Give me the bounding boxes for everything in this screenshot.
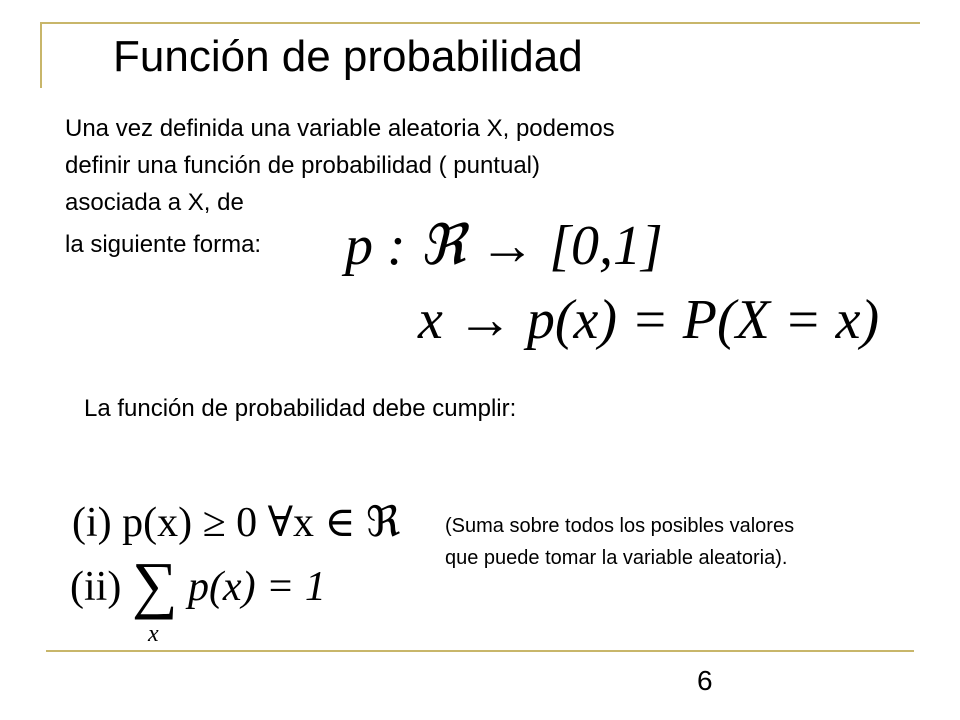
condition-nonnegative: (i) p(x) ≥ 0 ∀x ∈ ℜ [72,500,401,546]
top-accent-line [40,22,920,24]
condition-sum-expression: p(x) = 1 [187,564,326,610]
intro-line-4: la siguiente forma: [65,231,262,258]
intro-line-2: definir una función de probabilidad ( puntual) [65,152,540,179]
formula-map: p : ℜ → [0,1] [345,215,663,277]
condition-sum-prefix: (ii) [70,564,122,610]
page-number: 6 [697,665,713,696]
condition-sum [70,549,326,620]
intro-line-3: asociada a X, de [65,189,244,216]
conditions-heading: La función de probabilidad debe cumplir: [84,395,517,422]
slide-title: Función de probabilidad [113,32,583,81]
summation-symbol: ∑ [131,549,178,620]
summation-index: x [148,621,159,647]
bottom-accent-line [46,650,914,652]
note-line-1: (Suma sobre todos los posibles valores [445,515,795,537]
formula-definition: x → p(x) = P(X = x) [418,289,880,351]
left-accent-line [40,22,42,88]
intro-line-1: Una vez definida una variable aleatoria X, podemos [65,115,615,142]
note-line-2: que puede tomar la variable aleatoria). [445,547,788,569]
